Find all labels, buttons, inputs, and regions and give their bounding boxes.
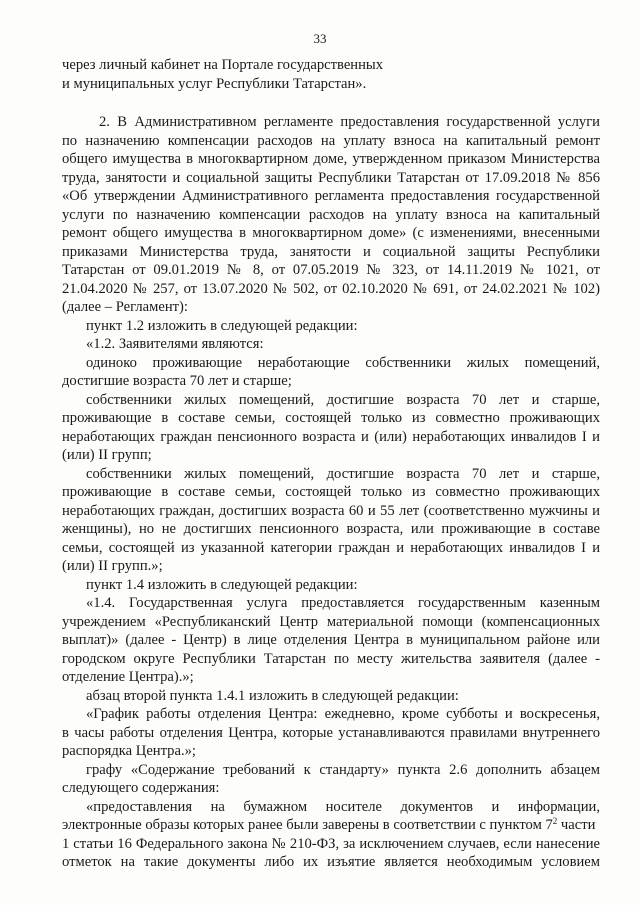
text-line: городском округе Республики Татарстан по месту жительства заявителя (далее - xyxy=(62,650,600,667)
text-line: 2. В Административном регламенте предоставления государственной услуги xyxy=(99,114,600,130)
text-line: труда, занятости и социальной защиты Республики Татарстан от 17.09.2018 № 856 xyxy=(62,169,600,186)
text-line: через личный кабинет на Портале государственных xyxy=(62,57,384,73)
text-line: распорядка Центра.»; xyxy=(62,743,196,759)
text-line: (или) II групп; xyxy=(62,447,152,463)
text-line: собственники жилых помещений, достигшие возраста 70 лет и старше, xyxy=(86,391,600,408)
page-number: 33 xyxy=(313,31,327,46)
text-line: Татарстан от 09.01.2019 № 8, от 07.05.2019 № 323, от 14.11.2019 № 1021, от xyxy=(62,262,600,278)
text-line: женщины), но не достигших пенсионного возраста, или проживающие в составе xyxy=(62,521,600,537)
text-line: (или) II групп.»; xyxy=(62,558,163,574)
text-line: одиноко проживающие неработающие собственники жилых помещений, xyxy=(86,354,600,371)
text-line: выплат)» (далее - Центр) в лице отделения Центра в муниципальном районе или xyxy=(62,632,600,648)
text-line: «График работы отделения Центра: ежедневно, кроме субботы и воскресенья, xyxy=(86,706,600,722)
text-line: абзац второй пункта 1.4.1 изложить в следующей редакции: xyxy=(86,687,459,704)
text-line: в часы работы отделения Центра, которые устанавливаются правилами внутреннего xyxy=(62,724,600,741)
text-line: услуги по назначению компенсации расходов на уплату взноса на капитальный xyxy=(62,206,600,223)
text-line: и муниципальных услуг Республики Татарстан». xyxy=(62,75,367,92)
text-line: «1.4. Государственная услуга предоставляется государственным казенным xyxy=(86,595,600,611)
text-line: отделение Центра).»; xyxy=(62,669,194,685)
text-line: неработающих граждан, достигших возраста 60 и 55 лет (соответственно мужчины и xyxy=(62,502,600,519)
text-line: ремонт общего имущества в многоквартирном доме» (с изменениями, внесенными xyxy=(62,225,600,241)
document-body xyxy=(62,56,600,872)
text-line: общего имущества в многоквартирном доме, утвержденном приказом Министерства xyxy=(62,151,600,167)
superscript: 2 xyxy=(552,816,558,826)
text-line: следующего содержания: xyxy=(62,780,220,796)
text-line: «1.2. Заявителями являются: xyxy=(86,336,264,352)
text-line: учреждением «Республиканский Центр материальной помощи (компенсационных xyxy=(62,613,600,630)
text-line: проживающие в составе семьи, состоящей только из совместно проживающих xyxy=(62,410,600,426)
text-line: 1 статьи 16 Федерального закона № 210-ФЗ, за исключением случаев, если нанесение xyxy=(62,835,600,852)
text-line: семьи, состоящей из указанной категории граждан и неработающих инвалидов I и xyxy=(62,539,600,556)
text-line: достигшие возраста 70 лет и старше; xyxy=(62,373,292,389)
text-line: неработающих граждан пенсионного возраста и (или) неработающих инвалидов I и xyxy=(62,428,600,445)
text-line: «предоставления на бумажном носителе документов и информации, xyxy=(86,798,600,815)
text-fragment: части xyxy=(557,817,596,833)
text-line-with-superscript xyxy=(62,816,600,835)
text-fragment: электронные образы которых ранее были заверены в соответствии с пунктом 7 xyxy=(62,817,553,833)
text-line: 21.04.2020 № 257, от 13.07.2020 № 502, от 02.10.2020 № 691, от 24.02.2021 № 102) xyxy=(62,280,600,297)
text-line: проживающие в составе семьи, состоящей только из совместно проживающих xyxy=(62,484,600,500)
text-line: отметок на такие документы либо их изъятие является необходимым условием xyxy=(62,854,600,870)
text-line: собственники жилых помещений, достигшие возраста 70 лет и старше, xyxy=(86,465,600,482)
text-line: пункт 1.4 изложить в следующей редакции: xyxy=(86,576,358,593)
text-line: по назначению компенсации расходов на уплату взноса на капитальный ремонт xyxy=(62,132,600,149)
text-line: пункт 1.2 изложить в следующей редакции: xyxy=(86,317,358,334)
paragraph-gap xyxy=(62,93,600,113)
text-line: «Об утверждении Административного регламента предоставления государственной xyxy=(62,188,600,204)
text-line: графу «Содержание требований к стандарту» пункта 2.6 дополнить абзацем xyxy=(86,761,600,778)
text-line: приказами Министерства труда, занятости и социальной защиты Республики xyxy=(62,243,600,260)
text-line: (далее – Регламент): xyxy=(62,299,188,315)
